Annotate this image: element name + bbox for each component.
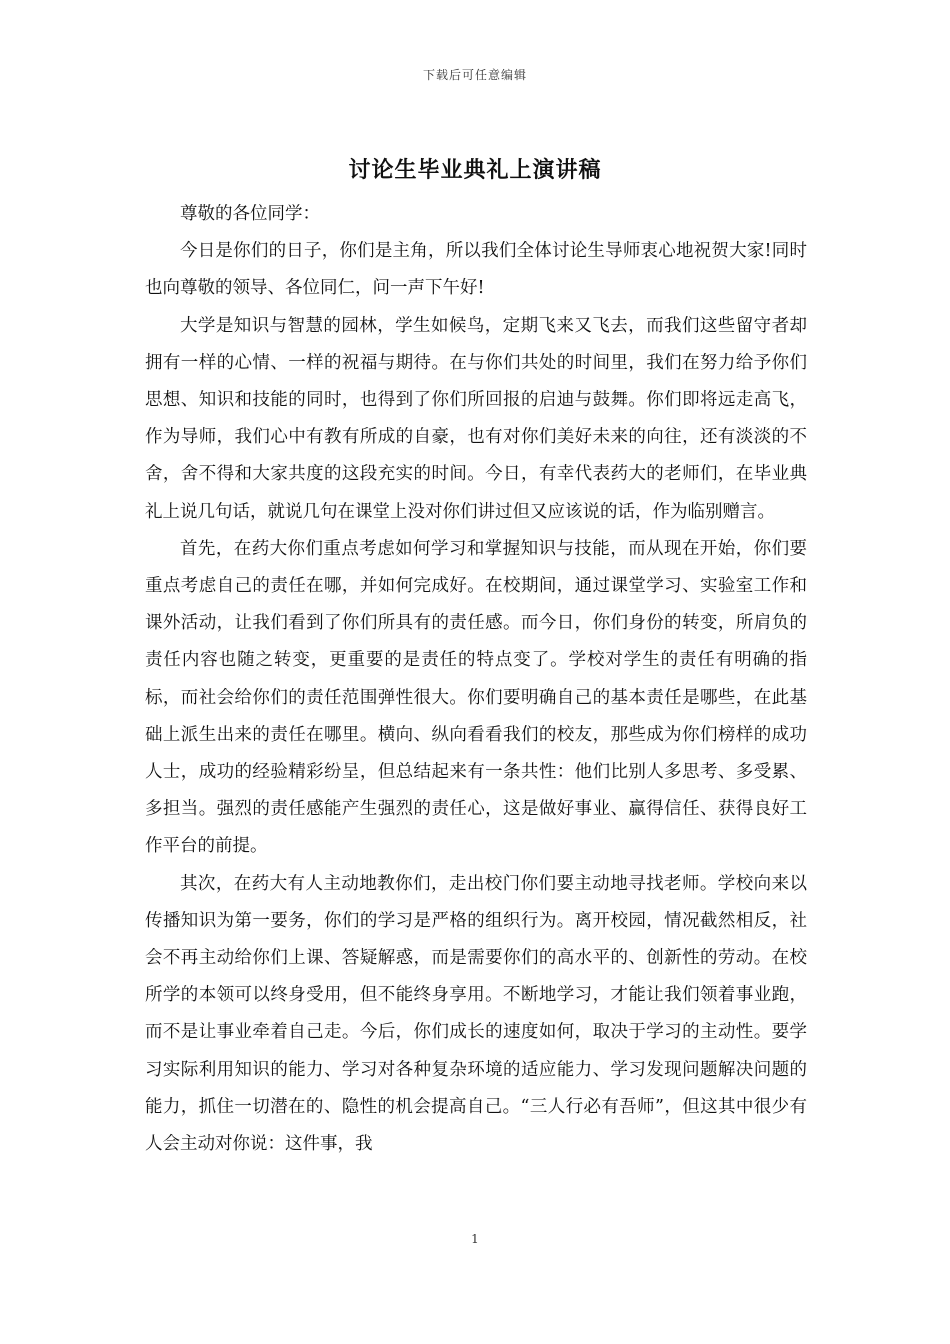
paragraph-2: 大学是知识与智慧的园林，学生如候鸟，定期飞来又飞去，而我们这些留守者却拥有一样的心情、一样的祝福与期待。在与你们共处的时间里，我们在努力给予你们思想、知识和技能的同时，也得到了你们所回报的启迪与鼓舞。你们即将远走高飞，作为导师，我们心中有教有所成的自豪，也有对你们美好未来的向往，还有淡淡的不舍，舍不得和大家共度的这段充实的时间。今日，有幸代表药大的老师们，在毕业典礼上说几句话，就说几句在课堂上没对你们讲过但又应该说的话，作为临别赠言。 [145, 315, 807, 522]
document-body [145, 196, 807, 1163]
document-title: 讨论生毕业典礼上演讲稿 [348, 157, 602, 183]
paragraph-1: 今日是你们的日子，你们是主角，所以我们全体讨论生导师衷心地祝贺大家!同时也向尊敬的领导、各位同仁，问一声下午好! [145, 241, 807, 299]
header-note: 下载后可任意编辑 [422, 68, 527, 82]
salutation: 尊敬的各位同学： [180, 204, 320, 224]
page-number: 1 [471, 1232, 479, 1246]
paragraph-4: 其次，在药大有人主动地教你们，走出校门你们要主动地寻找老师。学校向来以传播知识为第一要务，你们的学习是严格的组织行为。离开校园，情况截然相反，社会不再主动给你们上课、答疑解惑，而是需要你们的高水平的、创新性的劳动。在校所学的本领可以终身受用，但不能终身享用。不断地学习，才能让我们领着事业跑，而不是让事业牵着自己走。今后，你们成长的速度如何，取决于学习的主动性。要学习实际利用知识的能力、学习对各种复杂环境的适应能力、学习发现问题解决问题的能力，抓住一切潜在的、隐性的机会提高自己。“三人行必有吾师”，但这其中很少有人会主动对你说：这件事，我 [145, 873, 807, 1155]
paragraph-3: 首先，在药大你们重点考虑如何学习和掌握知识与技能，而从现在开始，你们要重点考虑自己的责任在哪，并如何完成好。在校期间，通过课堂学习、实验室工作和课外活动，让我们看到了你们所具有的责任感。而今日，你们身份的转变，所肩负的责任内容也随之转变，更重要的是责任的特点变了。学校对学生的责任有明确的指标，而社会给你们的责任范围弹性很大。你们要明确自己的基本责任是哪些，在此基础上派生出来的责任在哪里。横向、纵向看看我们的校友，那些成为你们榜样的成功人士，成功的经验精彩纷呈，但总结起来有一条共性：他们比别人多思考、多受累、多担当。强烈的责任感能产生强烈的责任心，这是做好事业、赢得信任、获得良好工作平台的前提。 [145, 538, 807, 857]
